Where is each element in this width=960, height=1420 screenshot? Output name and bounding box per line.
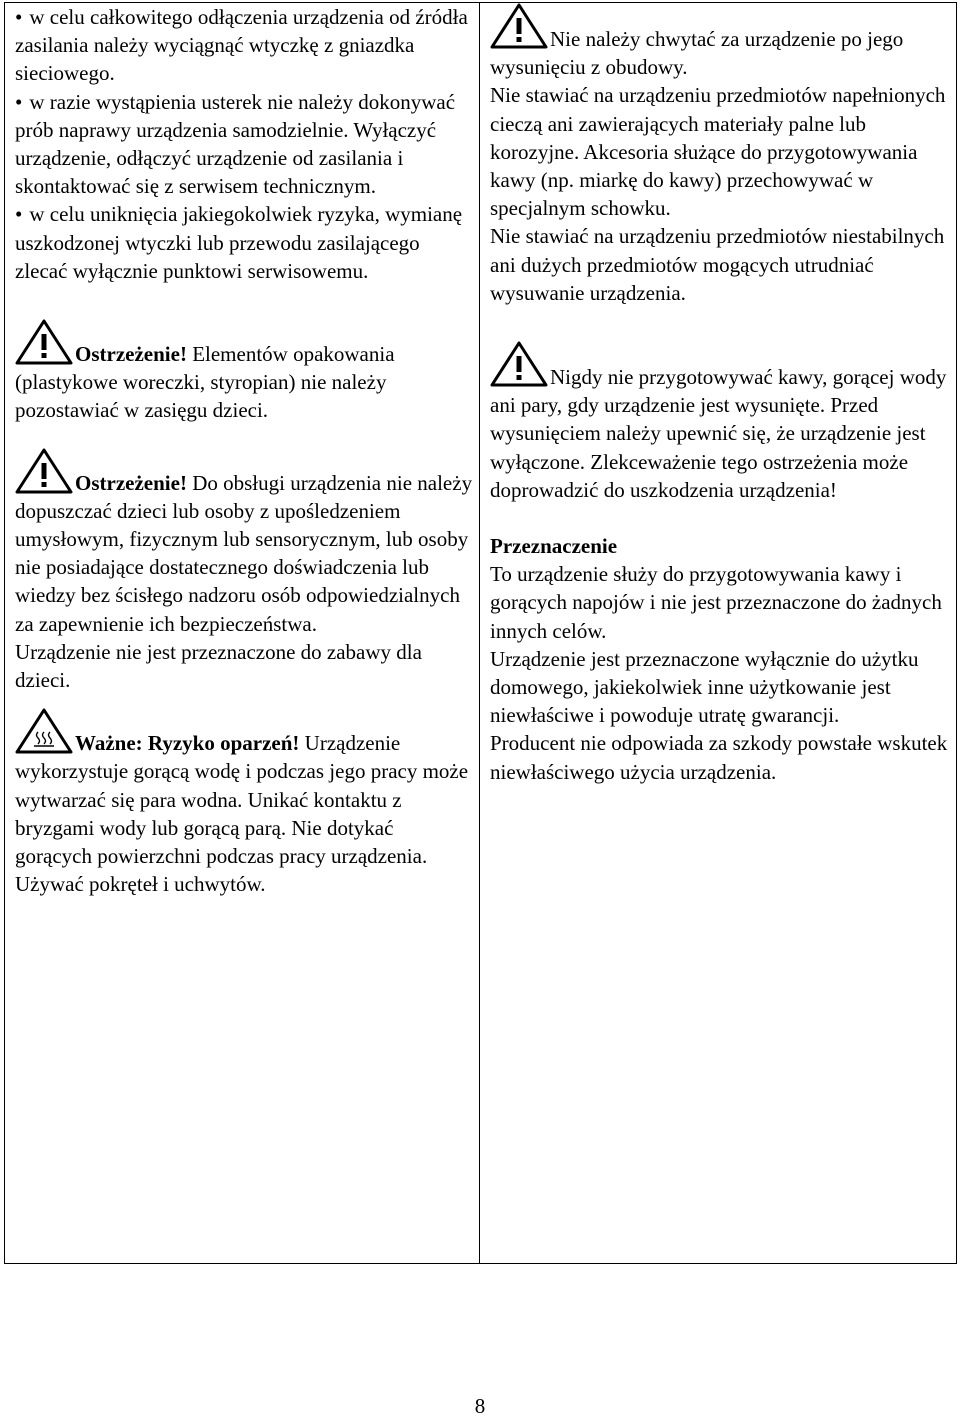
warning-triangle-icon — [15, 319, 73, 365]
column-divider — [479, 2, 480, 1264]
purpose-section — [490, 532, 950, 786]
burn-warning — [15, 708, 473, 898]
warning-text: Urządzenie wykorzystuje gorącą wodę i podczas jego pracy może wytwarzać się para wodna. Unikać kontaktu z bryzgami wody lub gorącą parą. Nie dotykać gorących powierzchni podczas pracy urządzenia. Używać pokręteł i uchwytów. — [15, 731, 469, 897]
bullet-item — [15, 88, 473, 201]
hot-surface-icon — [15, 708, 73, 754]
left-column — [15, 3, 473, 898]
warning-text: Nie należy chwytać za urządzenie po jego wysunięciu z obudowy. — [490, 27, 904, 80]
warning-text: Do obsługi urządzenia nie należy dopuszczać dzieci lub osoby z upośledzeniem umysłowym, fizycznym lub sensorycznym, lub osoby nie posiadające dostatecznego doświadczenia lub wiedzy bez ścisłego nadzoru osób odpowiedzialnych za zapewnienie ich bezpieczeństwa. — [15, 470, 473, 636]
bullet-item — [15, 3, 473, 88]
page-number: 8 — [474, 1394, 486, 1418]
paragraph: Urządzenie jest przeznaczone wyłącznie do użytku domowego, jakiekolwiek inne użytkowanie jest niewłaściwe i powoduje utratę gwarancji. — [490, 646, 919, 728]
warning-text: Elementów opakowania (plastykowe woreczki, styropian) nie należy pozostawiać w zasięgu dzieci. — [15, 342, 395, 423]
warning-text: Nie stawiać na urządzeniu przedmiotów napełnionych cieczą ani zawierających materiały palne lub korozyjne. Akcesoria służące do przygotowywania kawy (np. miarkę do kawy) przechowywać w specjalnym schowku. — [490, 83, 946, 221]
warning-label: Ważne: Ryzyko oparzeń! — [75, 731, 300, 756]
warning-triangle-icon — [490, 3, 548, 49]
bullet-text: w celu uniknięcia jakiegokolwiek ryzyka, wymianę uszkodzonej wtyczki lub przewodu zasilającego zlecać wyłącznie punktowi serwisowemu. — [15, 202, 463, 283]
children-warning — [15, 448, 473, 695]
paragraph: To urządzenie służy do przygotowywania kawy i gorących napojów i nie jest przeznaczone do żadnych innych celów. — [490, 562, 942, 643]
warning-text: Nie stawiać na urządzeniu przedmiotów niestabilnych ani dużych przedmiotów mogących utrudniać wysuwanie urządzenia. — [490, 224, 945, 305]
right-column — [490, 25, 950, 786]
warning-triangle-icon — [490, 341, 548, 387]
no-brewing-warning — [490, 363, 950, 504]
warning-text: Nigdy nie przygotowywać kawy, gorącej wody ani pary, gdy urządzenie jest wysunięte. Przed wysunięciem należy upewnić się, że urządzenie jest wyłączone. Zlekceważenie tego ostrzeżenia może doprowadzić do uszkodzenia urządzenia! — [490, 365, 947, 502]
paragraph: Producent nie odpowiada za szkody powstałe wskutek niewłaściwego użycia urządzenia. — [490, 731, 948, 784]
warning-label: Ostrzeżenie! — [75, 470, 187, 495]
warning-triangle-icon — [15, 448, 73, 494]
section-heading: Przeznaczenie — [490, 534, 618, 559]
packaging-warning — [15, 319, 473, 425]
bullet-item — [15, 200, 473, 285]
warning-label: Ostrzeżenie! — [75, 342, 187, 367]
bullet-text: w celu całkowitego odłączenia urządzenia od źródła zasilania należy wyciągnąć wtyczkę z gniazdka sieciowego. — [15, 5, 468, 86]
warning-text: Urządzenie nie jest przeznaczone do zabawy dla dzieci. — [15, 639, 422, 693]
extended-device-warning — [490, 25, 950, 307]
bullet-text: w razie wystąpienia usterek nie należy dokonywać prób naprawy urządzenia samodzielnie. Wyłączyć urządzenie, odłączyć urządzenie od zasilania i skontaktować się z serwisem technicznym. — [15, 89, 456, 199]
